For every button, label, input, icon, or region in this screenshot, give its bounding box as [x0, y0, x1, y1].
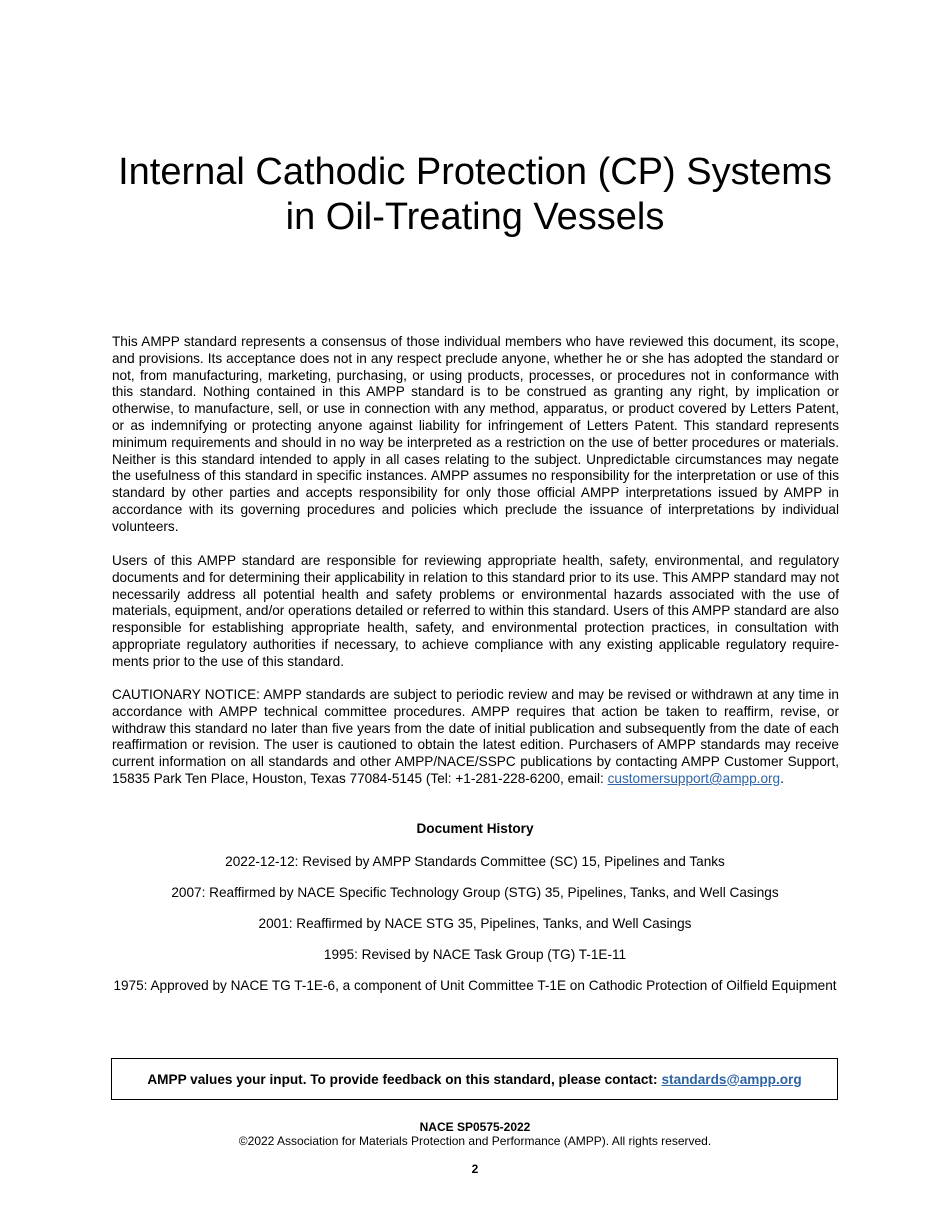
feedback-text: AMPP values your input. To provide feedback on this standard, please contact: [147, 1071, 658, 1087]
cautionary-notice-end: . [780, 770, 784, 786]
title-line-2: in Oil-Treating Vessels [285, 196, 665, 238]
history-entry: 1995: Revised by NACE Task Group (TG) T-1E-11 [323, 947, 627, 962]
standard-code: NACE SP0575-2022 [419, 1120, 531, 1134]
title-line-1: Internal Cathodic Protection (CP) Systems [118, 151, 832, 193]
page-number: 2 [471, 1162, 479, 1176]
history-entry: 2007: Reaffirmed by NACE Specific Technology Group (STG) 35, Pipelines, Tanks, and Well Casings [171, 885, 779, 900]
history-entry: 2001: Reaffirmed by NACE STG 35, Pipelines, Tanks, and Well Casings [258, 916, 692, 931]
document-history-heading: Document History [416, 821, 534, 836]
user-responsibility-paragraph: Users of this AMPP standard are responsible for reviewing appropriate health, safety, environmental, and regulatory documents and for determining their applicability in relation to this standard prior to its use. This AMPP standard may not necessarily address all potential health and safety problems or environmental hazards associated with the use of materials, equipment, and/or operations detailed or referred to within this standard. Users of this AMPP standard are also responsible for establishing appropriate health, safety, and environmental protection practices, in consultation with appropriate regulatory authorities if necessary, to achieve compliance with any existing applicable regulatory requirements prior to the use of this standard. [112, 553, 839, 669]
history-entry: 1975: Approved by NACE TG T-1E-6, a component of Unit Committee T-1E on Cathodic Protection of Oilfield Equipment [113, 978, 837, 993]
disclaimer-paragraph: This AMPP standard represents a consensus of those individual members who have reviewed this document, its scope, and provisions. Its acceptance does not in any respect preclude anyone, whether he or she has adopted the standard or not, from manufacturing, marketing, purchasing, or using products, processes, or procedures not in conformance with this standard. Nothing contained in this AMPP standard is to be construed as granting any right, by implication or otherwise, to manufacture, sell, or use in connection with any method, apparatus, or product covered by Letters Patent, or as indemnifying or protecting anyone against liability for infringement of Letters Patent. This standard represents minimum requirements and should in no way be interpreted as a restriction on the use of better procedures or materials. Neither is this standard intended to apply in all cases relating to the subject. Unpredictable circumstances may negate the usefulness of this standard in specific instances. AMPP assumes no responsibility for the interpretation or use of this standard by other parties and accepts responsibility for only those official AMPP interpretations issued by AMPP in accordance with its governing procedures and policies which preclude the issuance of interpretations by individual volunteers. [112, 334, 839, 534]
copyright-notice: ©2022 Association for Materials Protection and Performance (AMPP). All rights reserved. [238, 1134, 712, 1148]
history-entry: 2022-12-12: Revised by AMPP Standards Committee (SC) 15, Pipelines and Tanks [225, 854, 725, 869]
document-history-list [0, 853, 950, 1008]
feedback-box [111, 1058, 838, 1100]
standards-email-link[interactable]: standards@ampp.org [661, 1071, 802, 1087]
document-title [0, 150, 950, 240]
cautionary-notice-paragraph [112, 687, 839, 788]
customer-support-email-link[interactable]: customersupport@ampp.org [607, 770, 781, 786]
cautionary-notice-text: CAUTIONARY NOTICE: AMPP standards are subject to periodic review and may be revised or withdrawn at any time in accordance with AMPP technical committee procedures. AMPP requires that action be taken to reaffirm, revise, or withdraw this standard no later than five years from the date of initial publication and subsequently from the date of each reaffirmation or revision. The user is cautioned to obtain the latest edition. Purchasers of AMPP standards may receive current information on all standards and other AMPP/NACE/SSPC publications by contacting AMPP Customer Support, 15835 Park Ten Place, Houston, Texas 77084-5145 (Tel: +1-281-228-6200, email: [112, 687, 839, 786]
